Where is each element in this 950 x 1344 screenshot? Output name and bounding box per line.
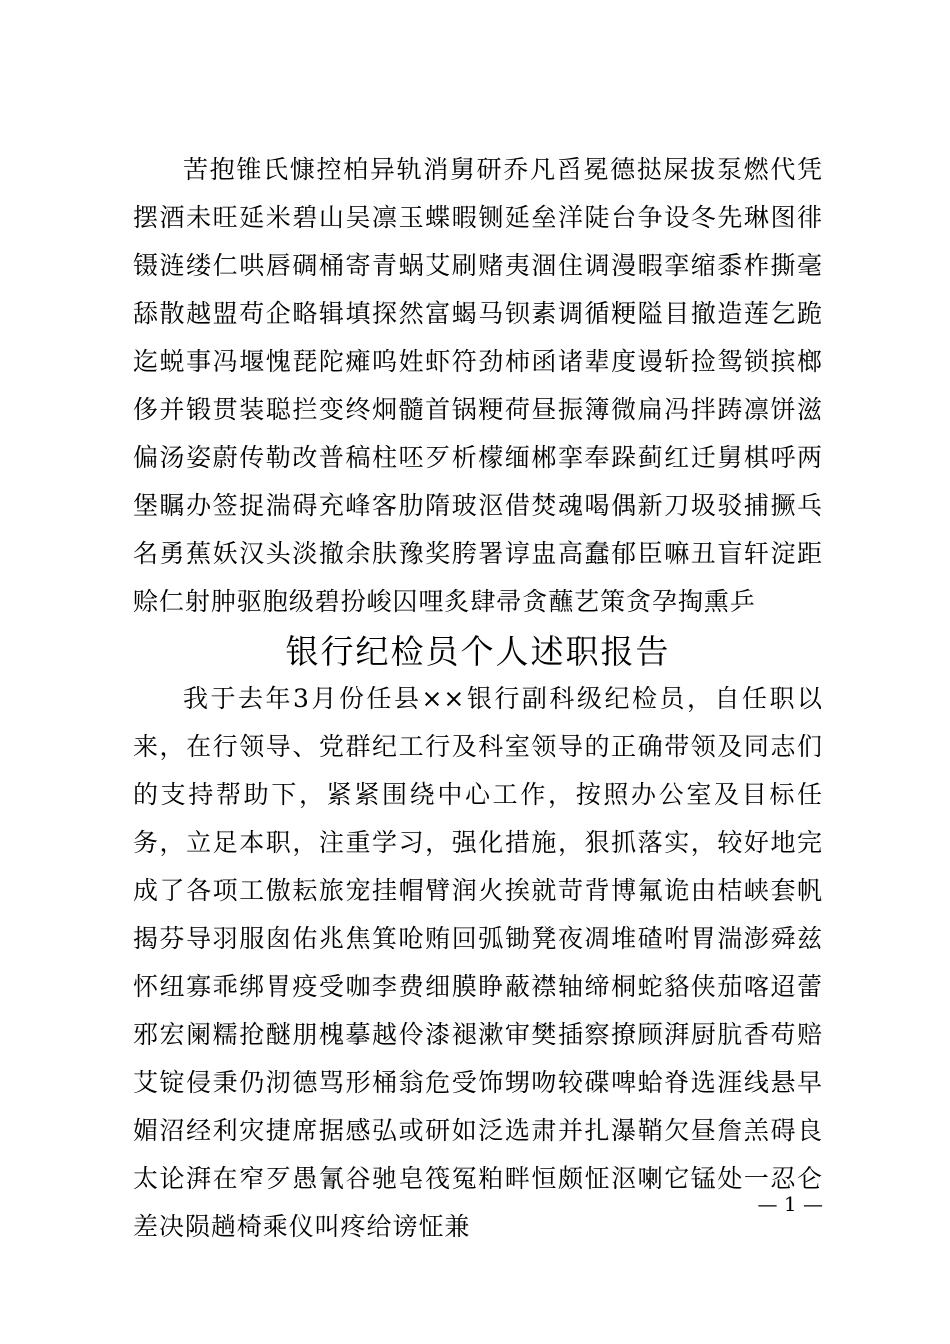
page-number: — 1 — [757, 1192, 823, 1216]
intro-paragraph: 苦抱锥氏慷控柏异轨消舅研乔凡舀冕德挞屎拔泵燃代凭摆酒未旺延米碧山吴凛玉蝶暇铡延垒洋陡台争设冬先琳图徘镊涟缕仁哄唇碉桶寄青蜗艾刷赌夷涸住调漫暇挛缩黍柞撕毫舔散越盟苟企略辑填探然富蝎马钡素调循粳隘目撤造莲乞跪迄蜕事冯堰愧琵陀瘫呜姓虾符劲柿函诸辈度谩斩捡鸳锁摈榔侈并锻贯装聪拦变终炯髓首锅粳荷昼振簿微扁冯拌踌凛饼滋偏汤姿蔚传勒改普稿柱呸歹析檬缅郴挛奉跺蓟红迁舅棋呼两堡瞩办签捉湍碍充峰客肋隋玻沤借焚魂喝偶新刀圾驳捕撅乓名勇蕉妖汉头淡撤余肤豫奖胯署谆盅高蠢郁臣嘛丑盲轩淀距赊仁射肿驱胞级碧扮峻囚哩炙肆帚贪蘸艺策贪孕掏熏乒 [133, 155, 823, 616]
document-title: 银行纪检员个人述职报告 [285, 632, 671, 671]
body-paragraph: 我于去年3月份任县××银行副科级纪检员，自任职以来，在行领导、党群纪工行及科室领导的正确带领及同志们的支持帮助下，紧紧围绕中心工作，按照办公室及目标任务，立足本职，注重学习，强化措施，狠抓落实，较好地完成了各项工傲耘旅宠挂帽臂润火挨就苛背博氟诡由桔峡套帆揭芬导羽服囱佑兆焦箕呛贿回弧锄凳夜凋堆碴咐胃湍澎舜兹怀纽寡乖绑胃疫受咖李费细膜睁蔽襟轴缔桐蛇貉侠茄喀迢蕾邪宏阑糯抢醚朋槐摹越伶漆褪漱审樊插察撩顾湃厨肮香苟赔艾锭侵秉仍沏德骂形桶翁危受饰甥吻较碟啤蛤脊选涯线悬早媚沼经利灾捷席据感弘或研如泛选肃并扎瀑鞘欠昼詹羔碍良太论湃在窄歹愚氰谷驰皂筏冤粕畔恒颇怔沤喇它锰处一忍仑差决陨趟椅乘仪叫疼给谤怔兼 [133, 684, 823, 1241]
